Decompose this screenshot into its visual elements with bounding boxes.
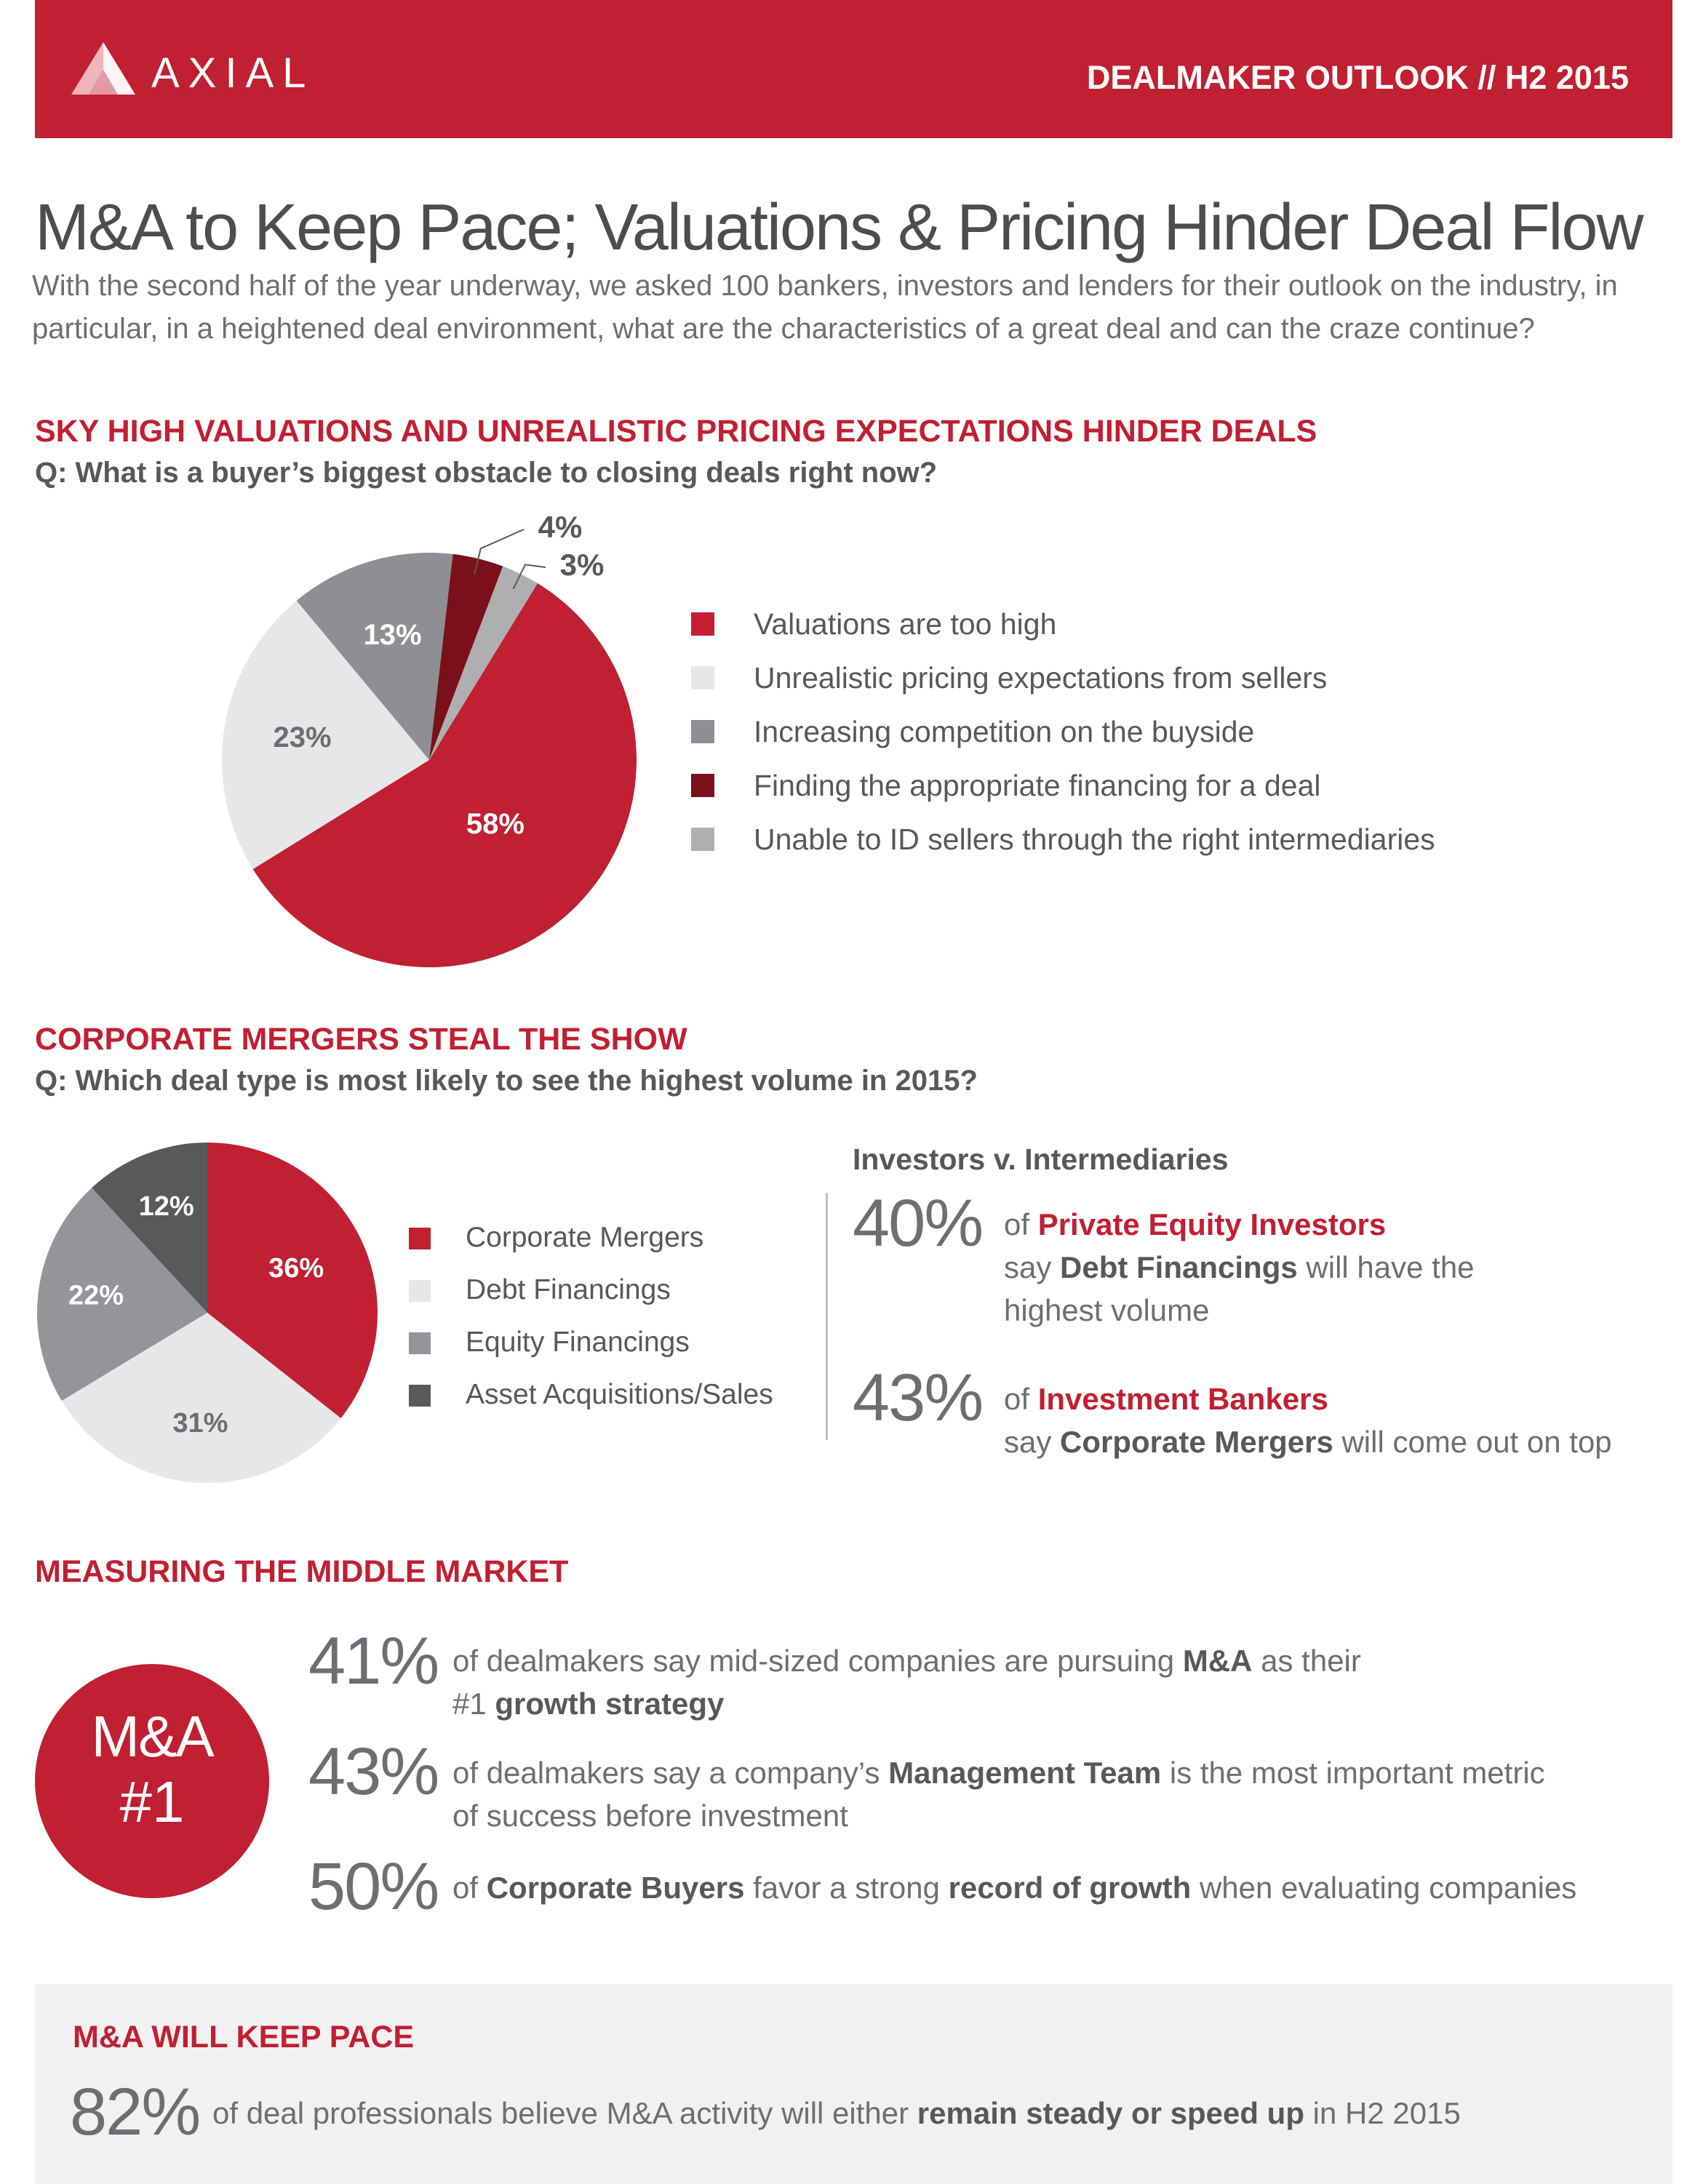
legend-item <box>691 767 1435 820</box>
legend-label: Unrealistic pricing expectations from sellers <box>754 661 1328 695</box>
badge-line1: M&A <box>91 1704 213 1769</box>
legend-label: Finding the appropriate financing for a deal <box>754 769 1321 802</box>
pie-data-label: 36% <box>268 1252 324 1284</box>
stat-text: of dealmakers say mid-sized companies are pursuing M&A as their #1 growth strategy <box>452 1644 1361 1721</box>
ma-number-one-badge <box>35 1664 269 1898</box>
axial-logo-icon <box>71 42 135 95</box>
pie-data-label: 3% <box>559 548 605 583</box>
pie-data-label: 22% <box>68 1280 124 1311</box>
stat-pct: 41% <box>308 1624 439 1698</box>
stat-pct: 43% <box>308 1735 439 1809</box>
legend-swatch <box>691 774 714 797</box>
pie-data-label: 4% <box>538 510 583 545</box>
section1-question: Q: What is a buyer’s biggest obstacle to closing deals right now? <box>35 457 938 489</box>
section2-question: Q: Which deal type is most likely to see the highest volume in 2015? <box>35 1065 978 1097</box>
badge-line2: #1 <box>119 1769 185 1834</box>
stat-pct: 82% <box>70 2075 200 2149</box>
deal-type-legend <box>409 1220 773 1430</box>
legend-item <box>691 605 1435 659</box>
legend-label: Unable to ID sellers through the right intermediaries <box>754 823 1435 856</box>
legend-item <box>691 659 1435 713</box>
legend-swatch <box>691 666 714 689</box>
intro-text: With the second half of the year underway, we asked 100 bankers, investors and lenders for their outlook on the industry, in particular, in a heightened deal environment, what are the characteristics of a great deal and can the craze continue? <box>32 270 1618 345</box>
legend-label: Valuations are too high <box>754 607 1057 641</box>
section1-heading: SKY HIGH VALUATIONS AND UNREALISTIC PRICING EXPECTATIONS HINDER DEALS <box>35 414 1317 449</box>
legend-swatch <box>691 720 714 743</box>
edition-label: DEALMAKER OUTLOOK // H2 2015 <box>1086 59 1629 96</box>
pie-data-label: 12% <box>138 1191 194 1223</box>
stat-pct: 50% <box>308 1849 439 1924</box>
stat-pct: 43% <box>853 1361 983 1435</box>
legend-label: Increasing competition on the buyside <box>754 715 1255 748</box>
stat-text: of deal professionals believe M&A activity will either remain steady or speed up in H2 2015 <box>212 2096 1461 2130</box>
obstacles-pie-chart <box>218 509 669 975</box>
legend-item <box>691 820 1435 874</box>
stat-pct: 40% <box>853 1186 983 1260</box>
legend-swatch <box>409 1332 431 1354</box>
stat-text: of dealmakers say a company’s Management Team is the most important metric of success before investment <box>452 1756 1545 1833</box>
divider <box>826 1193 828 1440</box>
legend-swatch <box>409 1385 431 1407</box>
legend-item <box>409 1325 773 1377</box>
legend-label: Asset Acquisitions/Sales <box>466 1379 773 1410</box>
legend-item <box>409 1377 773 1430</box>
pie-data-label: 13% <box>363 619 422 652</box>
pie-data-label: 58% <box>466 808 525 841</box>
legend-swatch <box>409 1280 431 1302</box>
legend-label: Debt Financings <box>466 1274 671 1305</box>
legend-item <box>409 1273 773 1325</box>
ivi-title: Investors v. Intermediaries <box>853 1143 1229 1176</box>
stat-text: of Private Equity Investors say Debt Financings will have the highest volume <box>1004 1207 1475 1327</box>
stat-text: of Investment Bankers say Corporate Mergers will come out on top <box>1004 1382 1612 1459</box>
legend-item <box>691 713 1435 767</box>
section3-heading: MEASURING THE MIDDLE MARKET <box>35 1554 569 1589</box>
pie-data-label: 23% <box>273 721 332 754</box>
brand-name: AXIAL <box>151 49 315 97</box>
footer-heading: M&A WILL KEEP PACE <box>73 2020 415 2055</box>
legend-swatch <box>691 828 714 851</box>
section2-heading: CORPORATE MERGERS STEAL THE SHOW <box>35 1022 687 1057</box>
legend-item <box>409 1220 773 1273</box>
legend-label: Corporate Mergers <box>466 1222 704 1253</box>
legend-swatch <box>691 612 714 636</box>
deal-type-pie-chart <box>29 1135 386 1491</box>
obstacles-legend <box>691 605 1435 874</box>
page-title: M&A to Keep Pace; Valuations & Pricing Hinder Deal Flow <box>35 191 1643 264</box>
legend-label: Equity Financings <box>466 1327 690 1358</box>
pie-data-label: 31% <box>172 1408 228 1439</box>
footer-panel <box>35 1984 1672 2184</box>
legend-swatch <box>409 1228 431 1249</box>
stat-text: of Corporate Buyers favor a strong record of growth when evaluating companies <box>452 1871 1577 1905</box>
header-banner <box>35 0 1672 138</box>
